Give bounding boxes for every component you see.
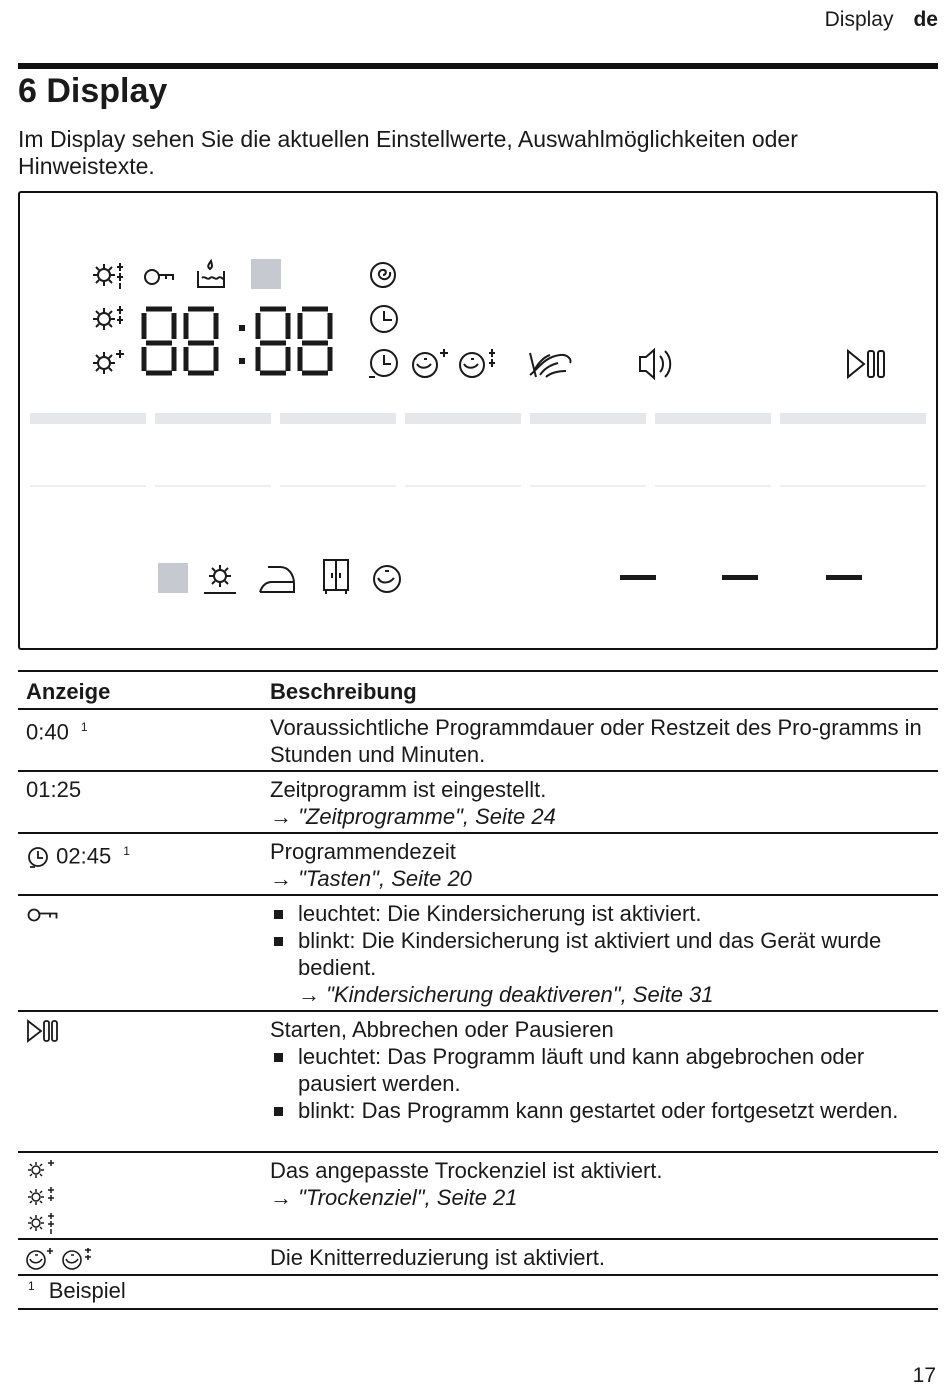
table-header-row	[18, 671, 938, 709]
page-number: 17	[912, 1364, 936, 1387]
header-section: Display	[824, 8, 894, 31]
anti-crease-plus-plus-icon	[460, 349, 495, 377]
gray-square-icon	[251, 259, 281, 289]
footnote-text: Beispiel	[48, 1278, 126, 1303]
row-description: Das angepasste Trockenziel ist aktiviert.	[270, 1158, 663, 1183]
list-item: blinkt: Die Kindersicherung ist aktiviert und das Gerät wurde bedient.	[270, 927, 930, 981]
bullet-list	[270, 900, 930, 981]
list-item: blinkt: Das Programm kann gestartet oder fortgesetzt werden.	[270, 1097, 930, 1124]
wool-icon	[530, 353, 571, 377]
list-item: leuchtet: Das Programm läuft und kann abgebrochen oder pausiert werden.	[270, 1043, 930, 1097]
cross-reference-link[interactable]: → "Trockenziel", Seite 21	[270, 1185, 518, 1210]
clock-icon	[371, 306, 397, 332]
list-item: leuchtet: Die Kindersicherung ist aktiviert.	[270, 900, 930, 927]
dry-target-icons	[26, 1157, 60, 1235]
sun-plus-plus-plus-icon	[93, 263, 123, 289]
display-value: 02:45	[56, 843, 112, 869]
start-pause-icon	[848, 351, 884, 377]
cross-reference-link[interactable]: → "Tasten", Seite 20	[270, 866, 472, 891]
table-row	[18, 1152, 938, 1239]
header-rule	[18, 63, 938, 69]
column-header-beschreibung: Beschreibung	[248, 671, 938, 709]
clock-end-icon	[26, 846, 50, 870]
header-language: de	[913, 8, 938, 31]
footnote	[18, 1272, 938, 1310]
volume-icon	[640, 350, 670, 378]
sun-plus-plus-icon	[93, 306, 123, 330]
water-tank-icon	[198, 261, 224, 287]
table-row	[18, 1011, 938, 1152]
page-title: 6 Display	[18, 72, 168, 110]
start-pause-icon	[26, 1019, 60, 1043]
display-value: 01:25	[26, 777, 82, 802]
seven-segment-digits	[144, 309, 330, 373]
table-row	[18, 771, 938, 833]
intro-text: Im Display sehen Sie die aktuellen Einstellwerte, Auswahlmöglichkeiten oder Hinweistexte.	[18, 126, 798, 179]
footnote-mark: 1	[28, 1278, 35, 1293]
display-panel-figure	[18, 191, 938, 650]
key-icon	[145, 270, 173, 284]
cupboard-icon	[324, 560, 348, 594]
anti-crease-icons	[26, 1246, 100, 1272]
row-description: Zeitprogramm ist eingestellt.	[270, 777, 547, 802]
program-segment-bars	[30, 413, 926, 487]
anti-crease-plus-icon	[413, 349, 448, 377]
row-description: Voraussichtliche Programmdauer oder Restzeit des Pro-gramms in Stunden und Minuten.	[270, 715, 922, 767]
dry-sun-icon	[204, 565, 236, 593]
table-row	[18, 833, 938, 895]
gray-square-icon-bottom	[158, 563, 188, 593]
cross-reference-link[interactable]: → "Kindersicherung deaktiveren", Seite 31	[298, 982, 714, 1007]
key-icon	[26, 907, 60, 923]
table-row	[18, 1239, 938, 1275]
spin-icon	[371, 263, 395, 287]
table-row	[18, 895, 938, 1011]
cross-reference-link[interactable]: → "Zeitprogramme", Seite 24	[270, 804, 556, 829]
display-table	[18, 670, 938, 1276]
running-header	[825, 8, 938, 32]
anti-crease-icon	[374, 566, 400, 592]
display-value: 0:40	[26, 719, 69, 745]
row-description: Starten, Abbrechen oder Pausieren	[270, 1017, 614, 1042]
table-row	[18, 709, 938, 771]
bullet-list	[270, 1043, 930, 1124]
sun-plus-icon	[93, 350, 124, 374]
dash-indicators	[620, 575, 862, 580]
footnote-mark: 1	[80, 720, 88, 734]
row-description: Die Knitterreduzierung ist aktiviert.	[270, 1245, 606, 1270]
footnote-mark: 1	[123, 844, 130, 858]
clock-end-icon	[369, 350, 397, 377]
iron-icon	[260, 567, 294, 592]
column-header-anzeige: Anzeige	[18, 671, 248, 709]
row-description: Programmendezeit	[270, 839, 456, 864]
